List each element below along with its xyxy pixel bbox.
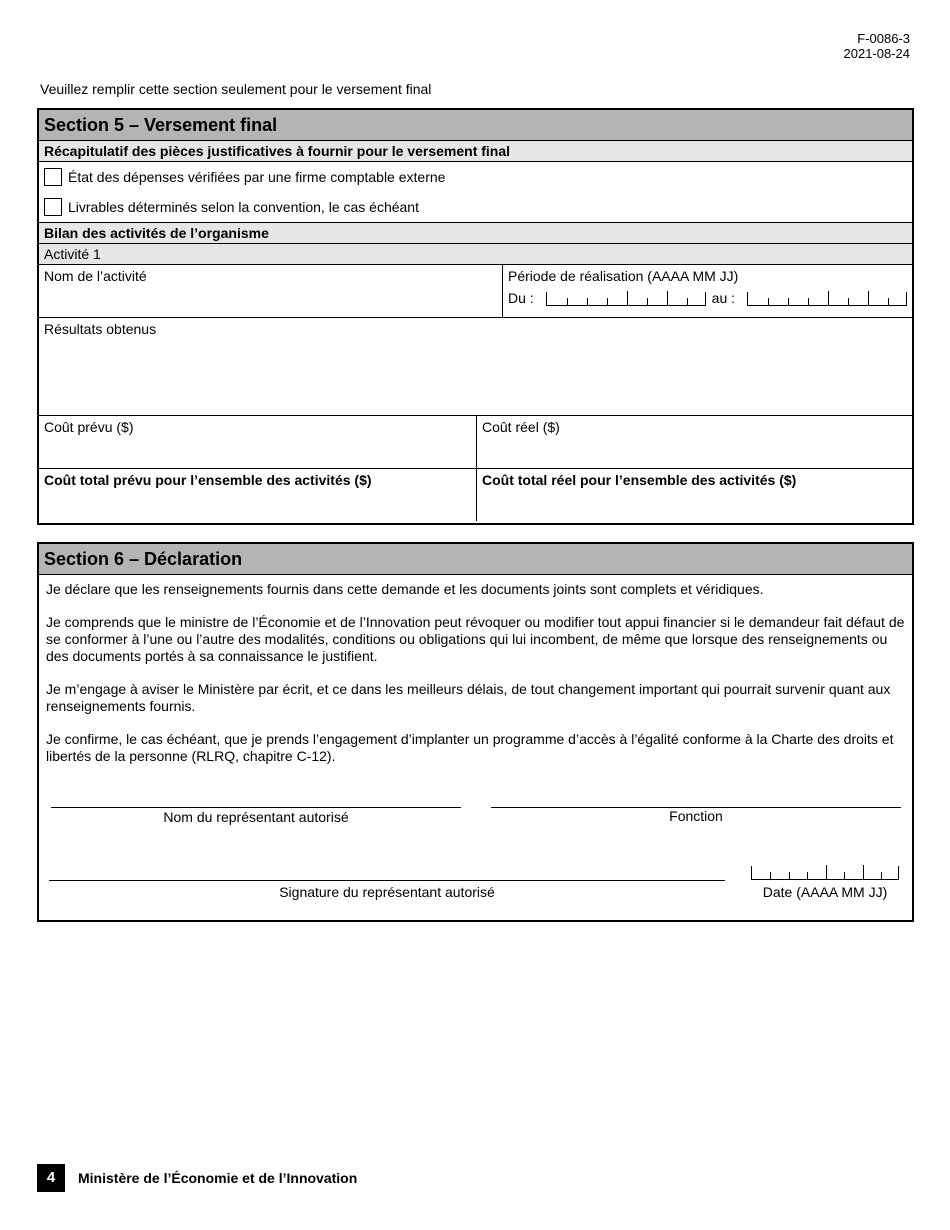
ministry-name: Ministère de l’Économie et de l’Innovation [78, 1170, 358, 1186]
declaration-text [39, 575, 912, 765]
section-5 [37, 108, 914, 525]
period-label: Période de réalisation (AAAA MM JJ) [508, 268, 739, 284]
expenses-checkbox[interactable] [44, 168, 62, 186]
supporting-docs-heading: Récapitulatif des pièces justificatives à fournir pour le versement final [39, 141, 912, 162]
declaration-paragraph: Je comprends que le ministre de l’Économie et de l’Innovation peut révoquer ou modifier tout appui financier si le demandeur fait défaut de se conformer à l’une ou l’autre des modalités, conditions ou obligations qui lui incombent, de même que lorsque des renseignements ou des documents portés à sa connaissance le justifient. [46, 614, 905, 664]
end-date-input[interactable] [747, 292, 907, 306]
activity-name-label: Nom de l’activité [44, 268, 147, 284]
deliverables-checkbox[interactable] [44, 198, 62, 216]
signature-date-input[interactable] [751, 866, 899, 880]
checkbox-row-expenses[interactable] [39, 162, 912, 192]
section-instruction: Veuillez remplir cette section seulement pour le versement final [40, 81, 432, 97]
section-5-title: Section 5 – Versement final [39, 110, 912, 141]
cost-row [39, 416, 912, 469]
function-label: Fonction [669, 808, 723, 824]
page-number: 4 [37, 1164, 65, 1192]
date-label: Date (AAAA MM JJ) [762, 884, 888, 900]
rep-name-line[interactable] [51, 807, 461, 808]
total-planned-cost-label: Coût total prévu pour l’ensemble des activités ($) [44, 472, 372, 488]
declaration-paragraph: Je confirme, le cas échéant, que je prends l’engagement d’implanter un programme d’accès à l’égalité conforme à la Charte des droits et libertés de la personne (RLRQ, chapitre C-12). [46, 731, 894, 764]
form-number: F-0086-3 [857, 31, 910, 46]
activity-name-field[interactable] [39, 265, 503, 317]
actual-cost-field[interactable] [477, 416, 912, 468]
total-actual-cost-field[interactable] [477, 469, 912, 521]
declaration-paragraph: Je déclare que les renseignements fournis dans cette demande et les documents joints sont complets et véridiques. [46, 581, 764, 597]
activities-summary-heading: Bilan des activités de l’organisme [39, 223, 912, 244]
start-date-input[interactable] [546, 292, 706, 306]
activity-row [39, 265, 912, 318]
actual-cost-label: Coût réel ($) [482, 419, 560, 435]
total-actual-cost-label: Coût total réel pour l’ensemble des activités ($) [482, 472, 797, 488]
results-label: Résultats obtenus [44, 321, 157, 337]
signature-label: Signature du représentant autorisé [279, 884, 495, 900]
total-cost-row [39, 469, 912, 521]
checkbox-row-deliverables[interactable] [39, 192, 912, 223]
results-row [39, 318, 912, 416]
form-code [844, 31, 911, 61]
to-label: au : [711, 290, 736, 306]
from-label: Du : [508, 290, 534, 306]
form-date: 2021-08-24 [843, 46, 910, 61]
expenses-checkbox-label: État des dépenses vérifiées par une firme comptable externe [68, 169, 446, 185]
planned-cost-field[interactable] [39, 416, 477, 468]
activity-1-heading: Activité 1 [39, 244, 912, 265]
total-planned-cost-field[interactable] [39, 469, 477, 521]
deliverables-checkbox-label: Livrables déterminés selon la convention, le cas échéant [68, 199, 419, 215]
planned-cost-label: Coût prévu ($) [44, 419, 134, 435]
section-6 [37, 542, 914, 922]
period-cell [503, 265, 912, 317]
signature-line[interactable] [49, 880, 725, 881]
section-6-title: Section 6 – Déclaration [39, 544, 912, 575]
declaration-paragraph: Je m’engage à aviser le Ministère par écrit, et ce dans les meilleurs délais, de tout changement important qui pourrait survenir quant aux renseignements fournis. [46, 681, 891, 714]
rep-name-label: Nom du représentant autorisé [163, 809, 349, 825]
results-field[interactable] [39, 318, 912, 415]
